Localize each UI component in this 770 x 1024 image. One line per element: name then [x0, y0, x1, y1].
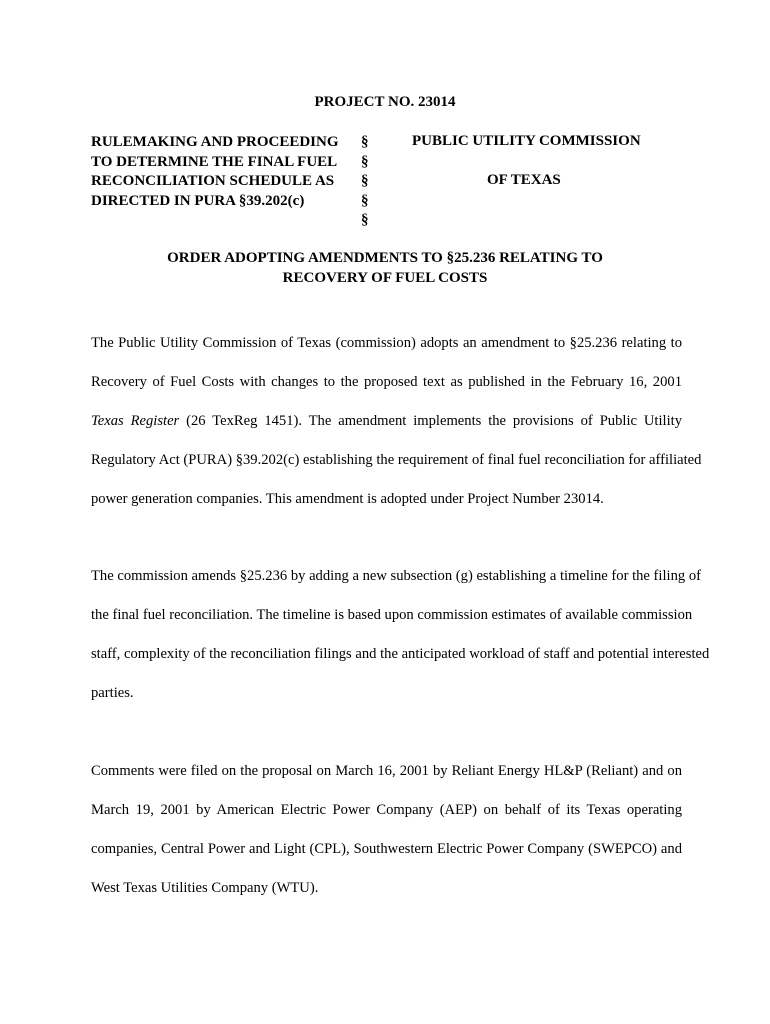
paragraph-line: the final fuel reconciliation. The timeline is based upon commission estimates of available commission — [91, 607, 693, 623]
paragraph-line: power generation companies. This amendment is adopted under Project Number 23014. — [91, 491, 604, 507]
caption-left-line: TO DETERMINE THE FINAL FUEL — [91, 153, 338, 170]
section-mark: § — [361, 192, 369, 209]
caption-left-line: RULEMAKING AND PROCEEDING — [91, 134, 339, 150]
paragraph-line: Recovery of Fuel Costs with changes to the proposed text as published in the February 16, 2001 — [91, 374, 682, 390]
paragraph-line: parties. — [91, 685, 134, 701]
section-mark: § — [361, 134, 369, 150]
publication-name: Texas Register — [91, 413, 180, 429]
paragraph-line-text: (26 TexReg 1451). The amendment implements the provisions of Public Utility — [179, 413, 682, 429]
caption-case-title — [91, 133, 356, 211]
paragraph-introduction — [91, 324, 702, 519]
section-mark: § — [361, 173, 369, 189]
paragraph-line — [91, 402, 682, 441]
order-title-line: ORDER ADOPTING AMENDMENTS TO §25.236 RELATING TO — [167, 250, 603, 266]
paragraph-line: Comments were filed on the proposal on March 16, 2001 by Reliant Energy HL&P (Reliant) and on — [91, 763, 682, 779]
caption-agency-state: OF TEXAS — [487, 172, 561, 188]
caption-section-marks — [361, 133, 381, 231]
caption-agency-name: PUBLIC UTILITY COMMISSION — [412, 133, 641, 149]
paragraph-line: The commission amends §25.236 by adding a new subsection (g) establishing a timeline for the filing of — [91, 568, 701, 584]
paragraph-line: staff, complexity of the reconciliation filings and the anticipated workload of staff and potential interested — [91, 646, 710, 662]
order-title-line: RECOVERY OF FUEL COSTS — [282, 269, 488, 286]
project-number-heading: PROJECT NO. 23014 — [314, 94, 456, 110]
section-mark: § — [361, 153, 369, 170]
paragraph-line: companies, Central Power and Light (CPL), Southwestern Electric Power Company (SWEPCO) and — [91, 841, 682, 857]
caption-left-line: DIRECTED IN PURA §39.202(c) — [91, 192, 305, 209]
order-title — [0, 249, 770, 288]
caption-left-line: RECONCILIATION SCHEDULE AS — [91, 173, 335, 189]
paragraph-line: March 19, 2001 by American Electric Power Company (AEP) on behalf of its Texas operating — [91, 802, 682, 818]
section-mark: § — [361, 212, 369, 228]
paragraph-amendment — [91, 557, 710, 713]
paragraph-line: The Public Utility Commission of Texas (commission) adopts an amendment to §25.236 relating to — [91, 335, 682, 351]
paragraph-comments — [91, 752, 682, 908]
paragraph-line: West Texas Utilities Company (WTU). — [91, 880, 319, 896]
paragraph-line: Regulatory Act (PURA) §39.202(c) establishing the requirement of final fuel reconciliation for affiliated — [91, 452, 702, 468]
